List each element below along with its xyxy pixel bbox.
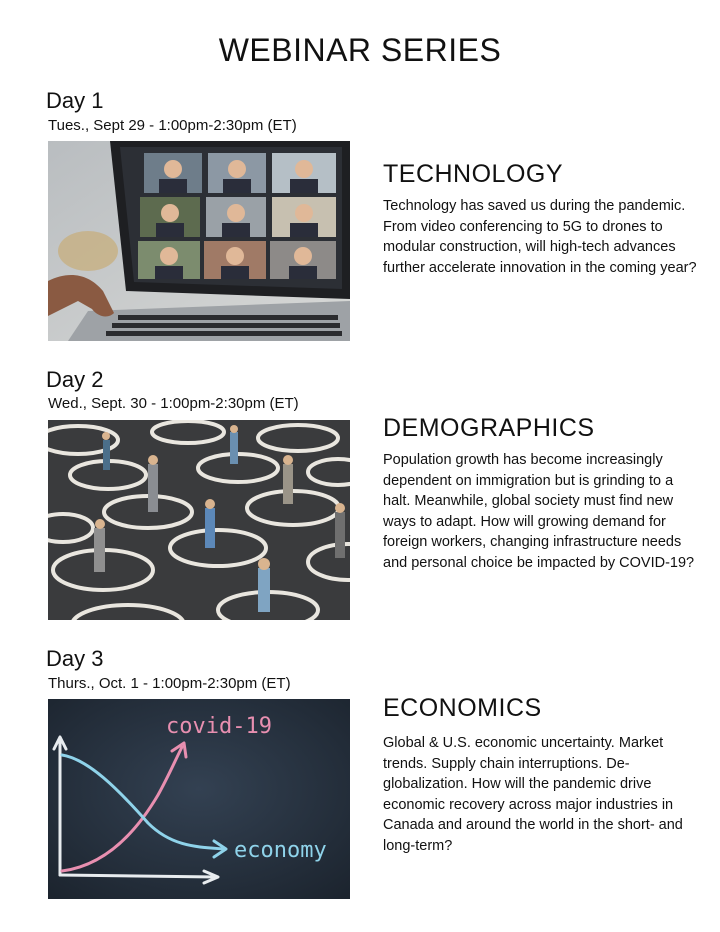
chalk-economy-label: economy [234, 838, 327, 863]
day-3-topic: ECONOMICS [383, 694, 542, 722]
day-1-date: Tues., Sept 29 - 1:00pm-2:30pm (ET) [48, 117, 297, 134]
day-2-description: Population growth has become increasingly dependent on immigration but is grinding to a halt. Meanwhile, global society must find new ways to adapt. How will growing demand for foreign workers, changing infrastructure needs and personal choice be impacted by COVID-19? [383, 452, 695, 571]
day-1-topic: TECHNOLOGY [383, 160, 564, 188]
miniature-figures-in-circles-photo [48, 420, 350, 620]
day-3-date: Thurs., Oct. 1 - 1:00pm-2:30pm (ET) [48, 675, 291, 692]
page-title: WEBINAR SERIES [218, 32, 502, 68]
day-3-image [48, 699, 350, 899]
day-2-image [48, 420, 350, 620]
laptop-video-conference-photo [48, 141, 350, 341]
day-3-heading: Day 3 [46, 646, 104, 671]
day-2-date: Wed., Sept. 30 - 1:00pm-2:30pm (ET) [48, 395, 299, 412]
chalk-covid-label: covid-19 [166, 714, 272, 739]
day-2-topic: DEMOGRAPHICS [383, 414, 595, 442]
day-3-description: Global & U.S. economic uncertainty. Market trends. Supply chain interruptions. De-globalization. How will the pandemic drive economic recovery across major industries in Canada and around the world in the short- and long-term? [383, 735, 683, 854]
day-1-heading: Day 1 [46, 88, 104, 113]
day-2-heading: Day 2 [46, 367, 104, 392]
day-1-image [48, 141, 350, 341]
chalkboard-covid-economy-photo [48, 699, 350, 899]
day-1-description: Technology has saved us during the pandemic. From video conferencing to 5G to drones to modular construction, will high-tech advances further accelerate innovation in the coming year? [383, 198, 697, 276]
